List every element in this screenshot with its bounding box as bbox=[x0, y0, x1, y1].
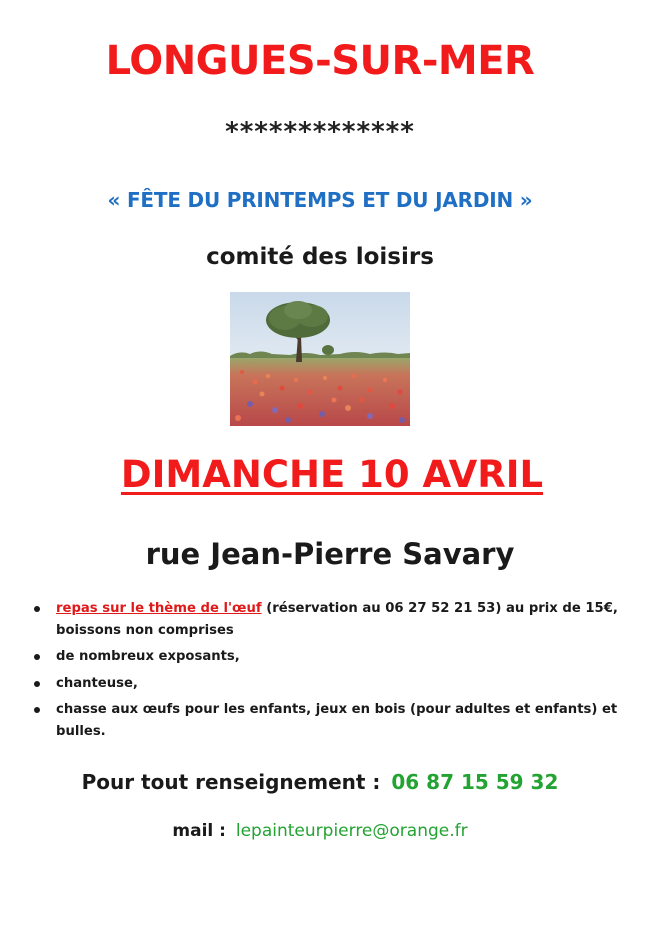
list-item bbox=[30, 598, 630, 641]
bullet-icon bbox=[34, 681, 40, 687]
mail-label: mail : bbox=[172, 821, 226, 841]
event-date bbox=[0, 449, 650, 501]
list-item-text: chasse aux œufs pour les enfants, jeux en bois (pour adultes et enfants) et bulles. bbox=[56, 702, 618, 739]
event-name: « FÊTE DU PRINTEMPS ET DU JARDIN » bbox=[107, 188, 533, 212]
list-item bbox=[30, 673, 630, 695]
meal-highlight: repas sur le thème de l'œuf bbox=[56, 601, 262, 616]
mail-address-link[interactable]: lepainteurpierre@orange.fr bbox=[235, 821, 468, 841]
list-item bbox=[30, 646, 630, 668]
contact-label: Pour tout renseignement : bbox=[81, 770, 381, 794]
bullet-icon bbox=[34, 654, 40, 660]
program-list bbox=[30, 598, 630, 747]
mail-line bbox=[0, 816, 640, 846]
stars-divider: ************* bbox=[225, 117, 415, 147]
list-item-text: chanteuse, bbox=[56, 675, 138, 691]
list-item-text: de nombreux exposants, bbox=[56, 649, 240, 664]
contact-phone[interactable]: 06 87 15 59 32 bbox=[391, 770, 559, 794]
list-item-text: (réservation au 06 27 52 21 53) au prix de 15€, boissons non comprises bbox=[56, 601, 618, 638]
contact-line bbox=[0, 766, 640, 798]
town-title: LONGUES-SUR-MER bbox=[105, 38, 535, 84]
bullet-icon bbox=[34, 707, 40, 713]
list-item bbox=[30, 699, 630, 742]
event-date-text: DIMANCHE 10 AVRIL bbox=[120, 453, 544, 496]
tree-in-flower-field-photo bbox=[230, 292, 410, 426]
organizer: comité des loisirs bbox=[206, 244, 434, 270]
bullet-icon bbox=[34, 606, 40, 612]
event-street: rue Jean-Pierre Savary bbox=[145, 537, 515, 571]
